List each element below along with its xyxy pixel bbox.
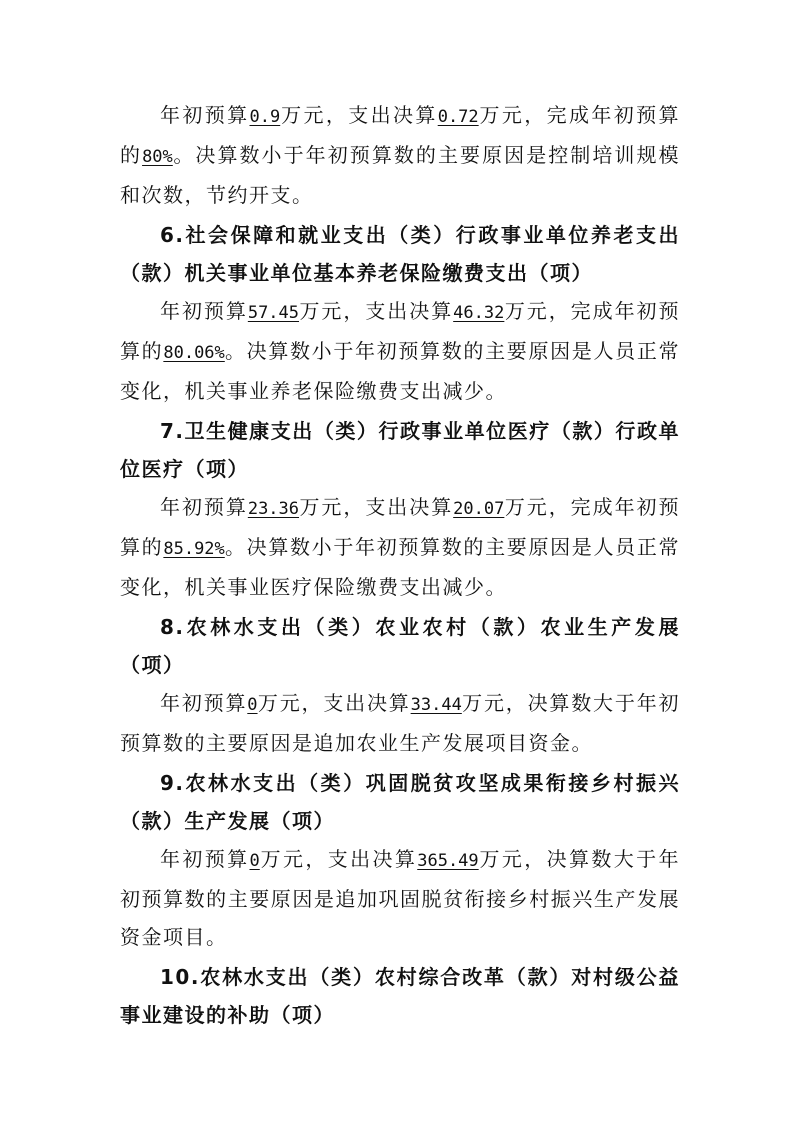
paragraph-text: 万元，支出决算 — [299, 299, 454, 323]
paragraph-text: 万元，支出决算 — [299, 495, 454, 519]
paragraph-text: 。决算数小于年初预算数的主要原因是人员正常变化，机关事业养老保险缴费支出减少。 — [120, 339, 681, 403]
paragraph-text: 万元，决算数大于年初预算数的主要原因是追加巩固脱贫衔接乡村振兴生产发展资金项目。 — [120, 847, 681, 949]
final-expenditure-value: 365.49 — [417, 851, 479, 871]
section-heading-6: 6.社会保障和就业支出（类）行政事业单位养老支出（款）机关事业单位基本养老保险缴费支出（项） — [120, 223, 680, 285]
paragraph-text: 。决算数小于年初预算数的主要原因是控制培训规模和次数，节约开支。 — [120, 143, 681, 207]
final-expenditure-value: 20.07 — [453, 499, 505, 519]
paragraph-text: 万元，完成年初预算的 — [120, 103, 681, 167]
initial-budget-value: 0 — [249, 851, 260, 871]
section-heading-7: 7.卫生健康支出（类）行政事业单位医疗（款）行政单位医疗（项） — [120, 419, 680, 481]
section-heading-9: 9.农林水支出（类）巩固脱贫攻坚成果衔接乡村振兴（款）生产发展（项） — [120, 771, 680, 833]
paragraph-text: 万元，决算数大于年初预算数的主要原因是追加农业生产发展项目资金。 — [120, 691, 681, 755]
final-expenditure-value: 46.32 — [453, 303, 505, 323]
budget-paragraph-8 — [120, 684, 680, 762]
completion-rate-value: 80% — [142, 147, 173, 167]
paragraph-text: 年初预算 — [160, 691, 248, 715]
budget-paragraph-6 — [120, 292, 680, 410]
initial-budget-value: 0.9 — [249, 107, 281, 127]
paragraph-text: 万元，支出决算 — [257, 691, 411, 715]
paragraph-text: 年初预算 — [160, 103, 250, 127]
final-expenditure-value: 0.72 — [437, 107, 479, 127]
final-expenditure-value: 33.44 — [410, 695, 462, 715]
paragraph-text: 。决算数小于年初预算数的主要原因是人员正常变化，机关事业医疗保险缴费支出减少。 — [120, 535, 681, 599]
initial-budget-value: 0 — [247, 695, 258, 715]
paragraph-text: 年初预算 — [160, 299, 248, 323]
budget-paragraph-7 — [120, 488, 680, 606]
completion-rate-value: 80.06% — [163, 343, 225, 363]
paragraph-text: 万元，完成年初预算的 — [120, 495, 681, 559]
paragraph-text: 万元，支出决算 — [280, 103, 438, 127]
section-heading-10: 10.农林水支出（类）农村综合改革（款）对村级公益事业建设的补助（项） — [120, 965, 680, 1027]
paragraph-text: 年初预算 — [160, 847, 250, 871]
paragraph-text: 年初预算 — [160, 495, 248, 519]
budget-paragraph-9 — [120, 840, 680, 956]
budget-paragraph-training — [120, 96, 680, 214]
paragraph-text: 万元，支出决算 — [259, 847, 418, 871]
paragraph-text: 万元，完成年初预算的 — [120, 299, 681, 363]
initial-budget-value: 57.45 — [247, 303, 300, 323]
initial-budget-value: 23.36 — [247, 499, 300, 519]
document-page — [120, 96, 680, 1034]
completion-rate-value: 85.92% — [163, 539, 225, 559]
section-heading-8: 8.农林水支出（类）农业农村（款）农业生产发展（项） — [120, 615, 680, 677]
